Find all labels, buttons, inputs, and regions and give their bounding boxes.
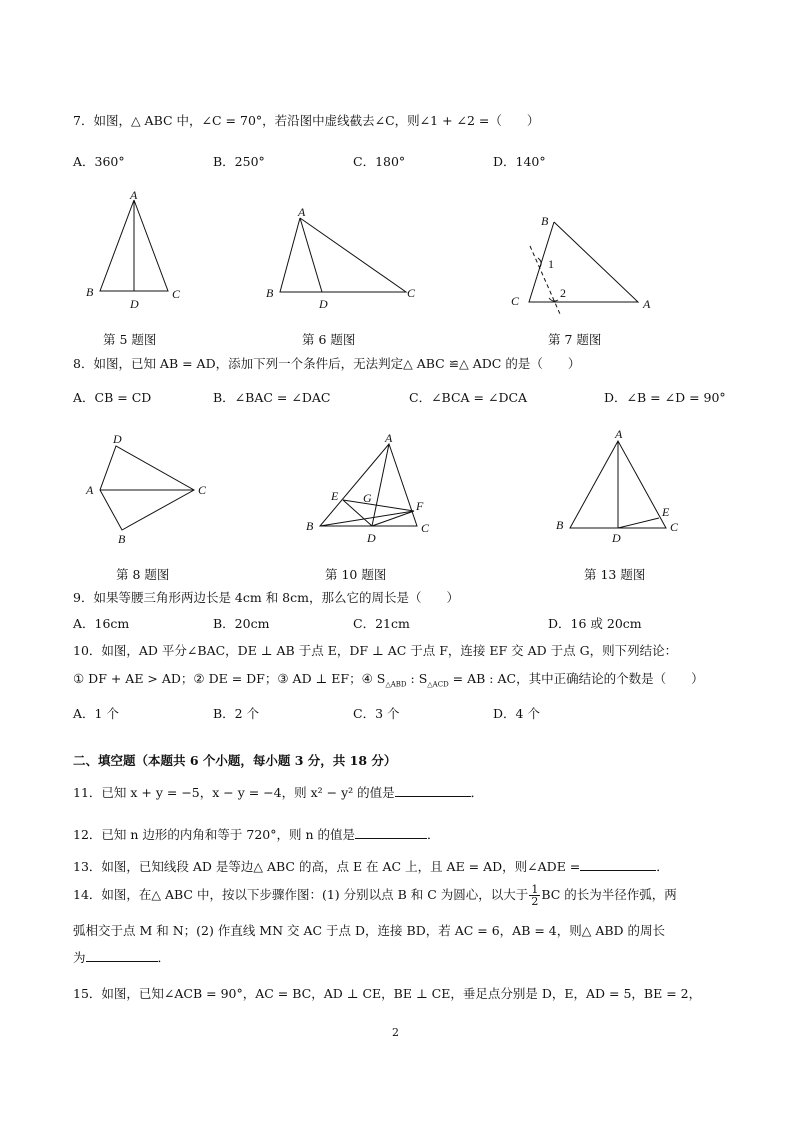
caption-fig8: 第 8 题图 <box>116 567 170 582</box>
fig7-triangle <box>529 222 638 302</box>
caption-fig10: 第 10 题图 <box>325 567 387 582</box>
fig7-label-1: 1 <box>548 257 554 271</box>
q10-subscript-abd: △ABD <box>385 680 407 689</box>
q14-frac-den: 2 <box>531 895 539 908</box>
q10-ratio-colon: : S <box>406 671 428 686</box>
q9-stem: 9．如果等腰三角形两边长是 4cm 和 8cm，那么它的周长是（ ） <box>73 590 459 605</box>
fig10-label-d: D <box>367 531 376 545</box>
q10-option-b: B．2 个 <box>213 706 260 721</box>
fig10-bisector-ad <box>372 444 389 526</box>
q14-frac-num: 1 <box>531 883 539 896</box>
fig6-label-b: B <box>266 286 274 300</box>
caption-fig6: 第 6 题图 <box>302 332 356 347</box>
fig5-label-d: D <box>130 297 139 310</box>
q10-stem: 10．如图，AD 平分∠BAC，DE ⊥ AB 于点 E，DF ⊥ AC 于点 F，连接 EF 交 AD 于点 G，则下列结论： <box>73 643 678 658</box>
q12 <box>73 825 440 843</box>
q8-option-d: D．∠B = ∠D = 90° <box>604 390 726 405</box>
fig13-label-e: E <box>662 505 670 519</box>
q10-subscript-acd: △ACD <box>427 680 449 689</box>
fig13-label-b: B <box>556 518 564 532</box>
q10-conclusions-a: ① DF + AE > AD；② DE = DF；③ AD ⊥ EF；④ S <box>73 671 386 686</box>
q9-option-c: C．21cm <box>353 616 410 631</box>
q7-stem-b: △ ABC 中， <box>130 113 202 128</box>
fig13-label-c: C <box>670 520 679 534</box>
q10-conclusions-b: = AB : AC，其中正确结论的个数是（ ） <box>448 671 704 686</box>
fig8-label-b: B <box>118 532 126 546</box>
fig10-label-b: B <box>306 519 314 533</box>
fig13-label-d: D <box>612 531 621 545</box>
q14-answer-blank[interactable] <box>86 949 158 962</box>
q15-stem: 15．如图，已知∠ACB = 90°，AC = BC，AD ⊥ CE，BE ⊥ CE，垂足点分别是 D，E，AD = 5，BE = 2， <box>73 986 702 1001</box>
caption-fig13: 第 13 题图 <box>584 567 646 582</box>
q10-option-d: D．4 个 <box>493 706 540 721</box>
fig13-segment-de <box>618 518 659 528</box>
q14-fraction <box>529 884 540 907</box>
figure-5 <box>80 190 190 310</box>
figure-7 <box>505 208 665 318</box>
page-number: 2 <box>392 1026 399 1039</box>
q11-stem: 11．已知 x + y = −5，x − y = −4，则 x² − y² 的值是 <box>73 785 395 800</box>
fig7-label-a: A <box>643 297 651 311</box>
q9-option-b: B．20cm <box>213 616 270 631</box>
fig6-label-c: C <box>407 286 416 300</box>
q7-option-a: A．360° <box>73 154 125 169</box>
fig10-label-a: A <box>385 431 393 445</box>
caption-fig5: 第 5 题图 <box>103 332 157 347</box>
q7-option-b: B．250° <box>213 154 265 169</box>
q8-option-b: B．∠BAC = ∠DAC <box>213 390 331 405</box>
fig6-segment-ad <box>300 218 322 292</box>
fig8-label-a: A <box>86 483 94 497</box>
fig6-triangle <box>280 218 406 292</box>
fig5-label-c: C <box>172 287 181 301</box>
section2-title: 二、填空题（本题共 6 个小题，每小题 3 分，共 18 分） <box>73 753 397 768</box>
figure-8 <box>80 430 220 550</box>
q14-line2: 弧相交于点 M 和 N；(2) 作直线 MN 交 AC 于点 D，连接 BD，若 AC = 6，AB = 4，则△ ABD 的周长 <box>73 923 666 938</box>
q11 <box>73 783 483 801</box>
q14-line1 <box>73 884 677 907</box>
fig7-label-c: C <box>511 294 520 308</box>
q14-end: ． <box>157 950 171 965</box>
figure-13 <box>550 425 690 550</box>
q7-stem <box>73 111 539 129</box>
fig8-label-c: C <box>198 483 207 497</box>
q13 <box>73 857 669 875</box>
fig10-label-f: F <box>416 499 424 513</box>
q11-answer-blank[interactable] <box>395 784 471 797</box>
q7-stem-a: 7．如图， <box>73 113 131 128</box>
fig10-label-e: E <box>331 489 339 503</box>
q13-answer-blank[interactable] <box>580 858 656 871</box>
q12-end: ． <box>426 827 440 842</box>
q7-option-c: C．180° <box>353 154 406 169</box>
fig5-label-a: A <box>130 190 138 202</box>
fig6-label-d: D <box>319 297 328 311</box>
q14-line3 <box>73 948 170 966</box>
fig10-triangle <box>320 444 417 526</box>
fig7-label-2: 2 <box>560 286 566 300</box>
fig13-label-a: A <box>615 427 623 441</box>
fig10-label-c: C <box>421 521 430 535</box>
fig5-label-b: B <box>86 285 94 299</box>
fig10-label-g: G <box>363 491 372 505</box>
q7-option-d: D．140° <box>493 154 546 169</box>
q14-line3-text: 为 <box>73 950 86 965</box>
fig8-quadrilateral <box>100 446 194 530</box>
q12-answer-blank[interactable] <box>355 826 427 839</box>
q10-option-c: C．3 个 <box>353 706 400 721</box>
q8-option-c: C．∠BCA = ∠DCA <box>409 390 528 405</box>
q13-end: ． <box>656 859 669 874</box>
q9-option-d: D．16 或 20cm <box>548 616 642 631</box>
fig7-label-b: B <box>541 214 549 228</box>
q8-stem: 8．如图，已知 AB = AD，添加下列一个条件后，无法判定△ ABC ≌△ ADC 的是（ ） <box>73 356 581 371</box>
q10-conclusions <box>73 669 704 689</box>
q13-stem: 13．如图，已知线段 AD 是等边△ ABC 的高，点 E 在 AC 上，且 AE = AD，则∠ADE = <box>73 859 581 874</box>
fig8-label-d: D <box>113 432 122 446</box>
caption-fig7: 第 7 题图 <box>548 332 602 347</box>
q8-option-a: A．CB = CD <box>73 390 152 405</box>
q14-line1-a: 14．如图，在△ ABC 中，按以下步骤作图：(1) 分别以点 B 和 C 为圆心，以大于 <box>73 887 529 902</box>
fig10-segment-df <box>372 511 414 526</box>
q14-line1-b: BC 的长为半径作弧，两 <box>541 887 677 902</box>
figure-6 <box>260 200 430 315</box>
figure-10 <box>300 430 450 550</box>
q10-option-a: A．1 个 <box>73 706 119 721</box>
q11-end: ． <box>470 785 484 800</box>
fig10-segment-bf <box>320 511 414 526</box>
fig7-cut-line <box>530 246 560 314</box>
q9-option-a: A．16cm <box>73 616 130 631</box>
q7-stem-c: ∠C = 70°，若沿图中虚线截去∠C，则∠1 + ∠2 =（ ） <box>201 113 540 128</box>
q12-stem: 12．已知 n 边形的内角和等于 720°，则 n 的值是 <box>73 827 355 842</box>
fig6-label-a: A <box>298 205 306 219</box>
